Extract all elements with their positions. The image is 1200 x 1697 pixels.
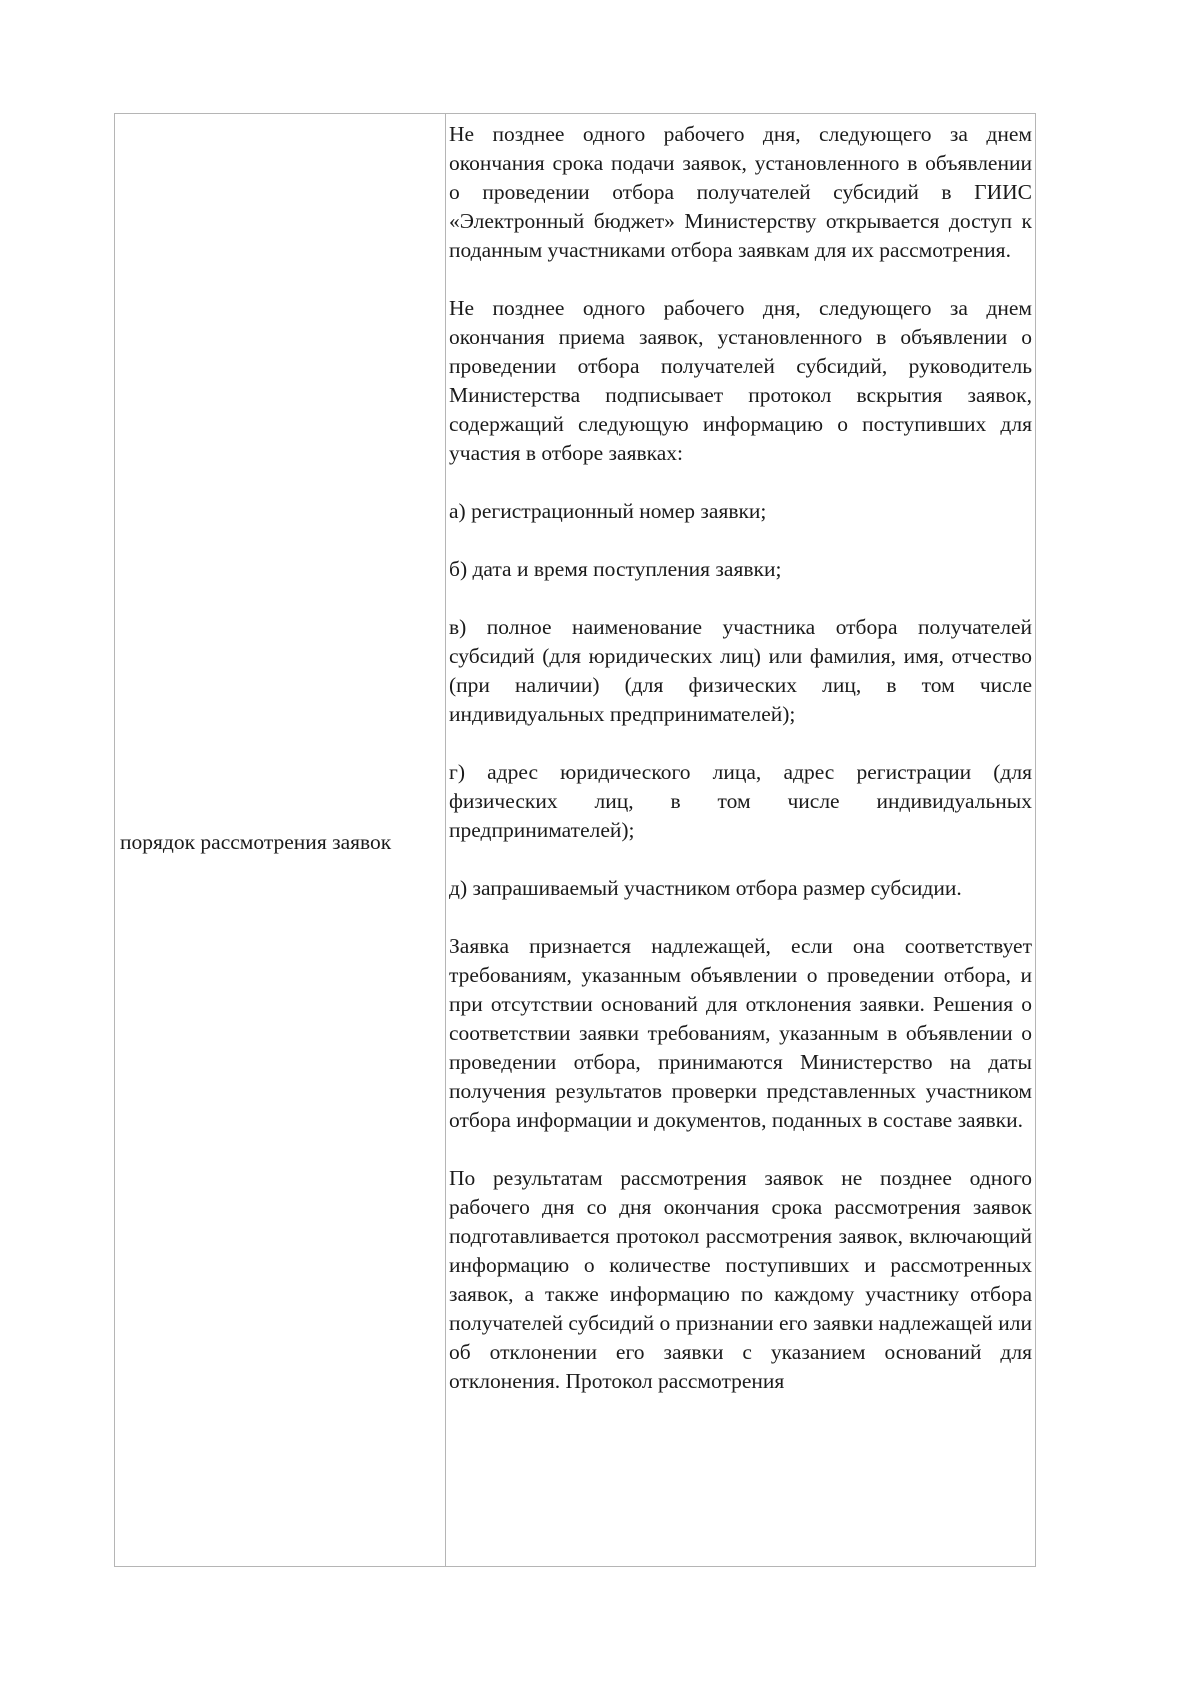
paragraph-opening-protocol: Не позднее одного рабочего дня, следующего за днем окончания приема заявок, установленного в объявлении о проведении отбора получателей субсидий, руководитель Министерства подписывает протокол вскрытия заявок, содержащий следующую информацию о поступивших для участия в отборе заявках: (449, 296, 1032, 465)
list-item-address: г) адрес юридического лица, адрес регистрации (для физических лиц, в том числе индивидуальных предпринимателей); (449, 760, 1032, 842)
table-row-label: порядок рассмотрения заявок (120, 830, 392, 854)
paragraph-application-compliance: Заявка признается надлежащей, если она соответствует требованиям, указанным объявлении о проведении отбора, и при отсутствии оснований для отклонения заявки. Решения о соответствии заявки требованиям, указанным в объявлении о проведении отбора, принимаются Министерство на даты получения результатов проверки представленных участником отбора информации и документов, поданных в составе заявки. (449, 934, 1032, 1132)
list-item-subsidy-amount: д) запрашиваемый участником отбора размер субсидии. (449, 876, 962, 900)
document-table (114, 113, 1036, 1567)
list-item-participant-name: в) полное наименование участника отбора получателей субсидий (для юридических лиц) или фамилия, имя, отчество (при наличии) (для физических лиц, в том числе индивидуальных предпринимателей); (449, 615, 1032, 726)
table-content-cell (446, 114, 1035, 1566)
list-item-registration-number: а) регистрационный номер заявки; (449, 499, 767, 523)
table-label-cell (115, 114, 446, 1566)
paragraph-access-opening: Не позднее одного рабочего дня, следующего за днем окончания срока подачи заявок, установленного в объявлении о проведении отбора получателей субсидий в ГИИС «Электронный бюджет» Министерству открывается доступ к поданным участниками отбора заявкам для их рассмотрения. (449, 122, 1032, 262)
list-item-date-time: б) дата и время поступления заявки; (449, 557, 782, 581)
paragraph-review-protocol: По результатам рассмотрения заявок не позднее одного рабочего дня со дня окончания срока рассмотрения заявок подготавливается протокол рассмотрения заявок, включающий информацию о количестве поступивших и рассмотренных заявок, а также информацию по каждому участнику отбора получателей субсидий о признании его заявки надлежащей или об отклонении его заявки с указанием оснований для отклонения. Протокол рассмотрения (449, 1166, 1032, 1393)
